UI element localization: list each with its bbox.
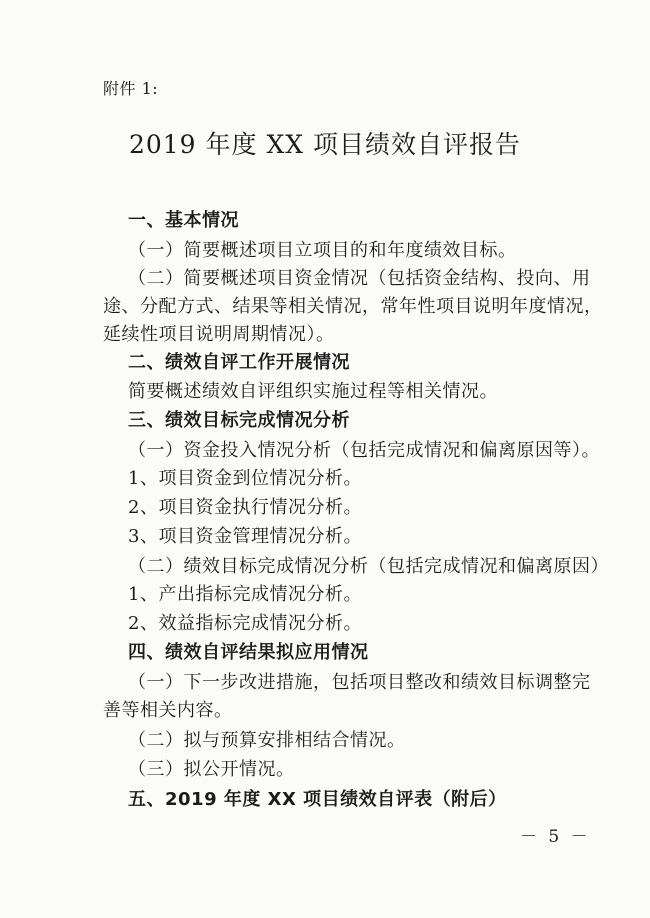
section-3-sub-1-item-2: 2、项目资金执行情况分析。 [128,497,362,518]
section-1-item-2-line-1: （二）简要概述项目资金情况（包括资金结构、投向、用 [128,268,591,289]
section-4-item-1-line-1: （一）下一步改进措施，包括项目整改和绩效目标调整完 [128,672,591,693]
section-3-sub-2: （二）绩效目标完成情况分析（包括完成情况和偏离原因） [128,556,609,577]
page-number: － 5 － [520,827,591,847]
section-3-sub-1-item-1: 1、项目资金到位情况分析。 [128,468,362,489]
section-3-sub-2-item-2: 2、效益指标完成情况分析。 [128,613,362,634]
section-1-item-2-line-3: 延续性项目说明周期情况）。 [103,324,335,345]
section-4-item-2: （二）拟与预算安排相结合情况。 [128,730,406,751]
section-3-sub-1-item-3: 3、项目资金管理情况分析。 [128,526,362,547]
section-1-heading: 一、基本情况 [128,210,239,231]
section-4-heading: 四、绩效自评结果拟应用情况 [128,642,369,663]
section-3-sub-2-item-1: 1、产出指标完成情况分析。 [128,584,362,605]
section-2-heading: 二、绩效自评工作开展情况 [128,352,350,373]
section-4-item-3: （三）拟公开情况。 [128,759,295,780]
attachment-label: 附件 1: [103,79,159,98]
document-title: 2019 年度 XX 项目绩效自评报告 [128,130,522,159]
section-4-item-1-line-2: 善等相关内容。 [103,700,233,721]
section-2-body: 简要概述绩效自评组织实施过程等相关情况。 [128,381,498,402]
section-3-heading: 三、绩效目标完成情况分析 [128,410,350,431]
section-1-item-2-line-2: 途、分配方式、结果等相关情况，常年性项目说明年度情况， [103,296,603,317]
section-3-sub-1: （一）资金投入情况分析（包括完成情况和偏离原因等）。 [128,440,600,461]
section-5-heading: 五、2019 年度 XX 项目绩效自评表（附后） [128,789,507,810]
section-1-item-1: （一）简要概述项目立项目的和年度绩效目标。 [128,240,517,261]
